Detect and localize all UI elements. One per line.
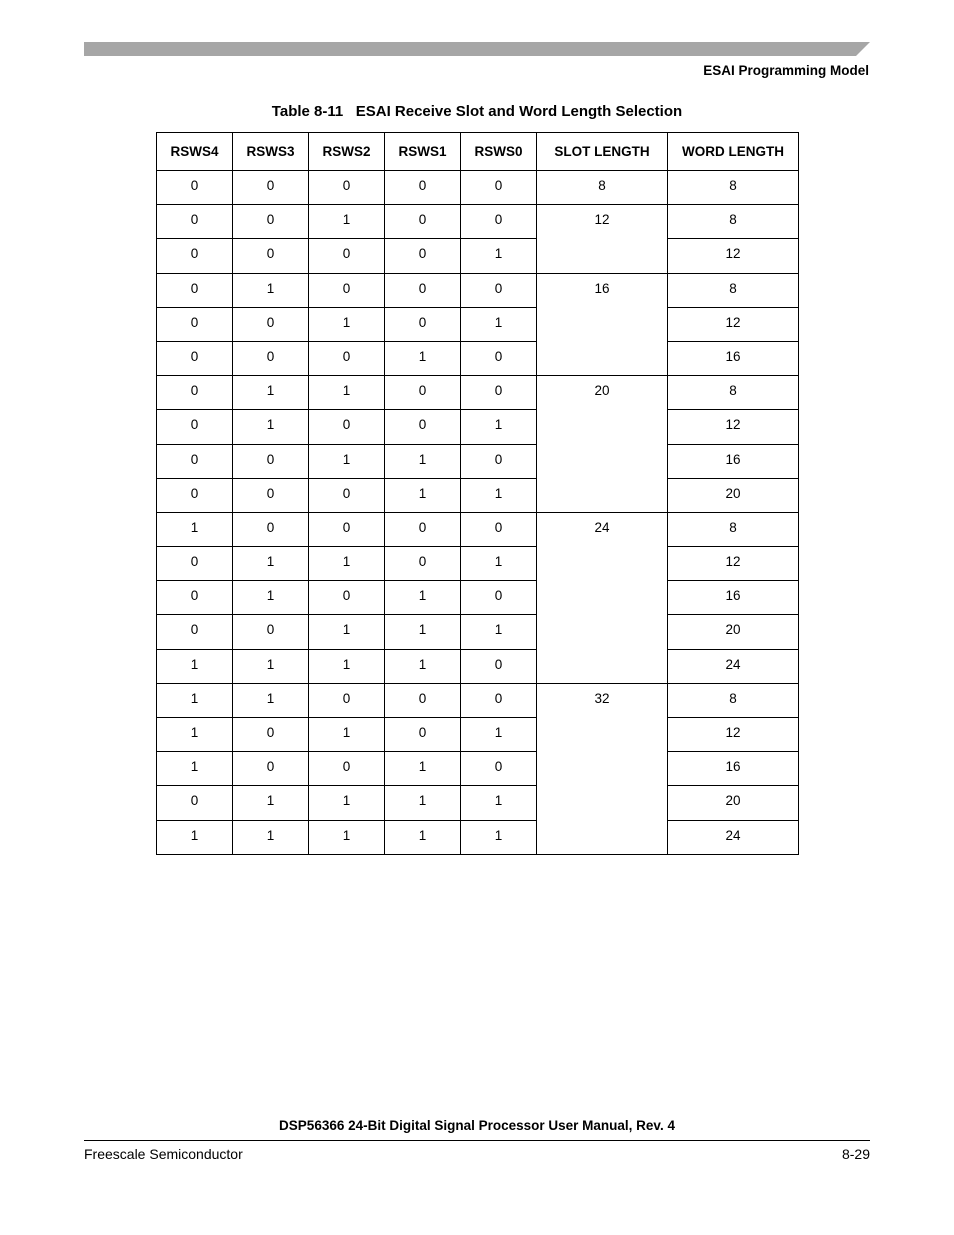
column-header: RSWS3	[233, 133, 309, 171]
table-row	[157, 239, 799, 273]
bit-cell: 0	[233, 239, 309, 273]
bit-cell: 0	[157, 341, 233, 375]
column-header: RSWS4	[157, 133, 233, 171]
bit-cell: 0	[385, 205, 461, 239]
word-length-cell: 8	[668, 683, 799, 717]
word-length-cell: 16	[668, 444, 799, 478]
bit-cell: 0	[385, 239, 461, 273]
footer-title: DSP56366 24-Bit Digital Signal Processor User Manual, Rev. 4	[279, 1118, 675, 1133]
bit-cell: 1	[233, 273, 309, 307]
bit-cell: 0	[461, 512, 537, 546]
word-length-cell: 12	[668, 239, 799, 273]
bit-cell: 1	[461, 239, 537, 273]
bit-cell: 1	[461, 478, 537, 512]
footer-company: Freescale Semiconductor	[84, 1146, 243, 1162]
bit-cell: 1	[309, 444, 385, 478]
word-length-cell: 20	[668, 786, 799, 820]
bit-cell: 0	[309, 683, 385, 717]
word-length-cell: 20	[668, 615, 799, 649]
bit-cell: 1	[157, 820, 233, 854]
table-row	[157, 444, 799, 478]
bit-cell: 0	[461, 752, 537, 786]
table-row	[157, 376, 799, 410]
word-length-cell: 16	[668, 581, 799, 615]
bit-cell: 0	[309, 171, 385, 205]
bit-cell: 1	[157, 683, 233, 717]
bit-cell: 0	[385, 171, 461, 205]
table-row	[157, 307, 799, 341]
bit-cell: 1	[309, 547, 385, 581]
bit-cell: 1	[233, 649, 309, 683]
table-row	[157, 205, 799, 239]
table-row	[157, 820, 799, 854]
bit-cell: 0	[233, 615, 309, 649]
bit-cell: 1	[157, 512, 233, 546]
bit-cell: 0	[233, 752, 309, 786]
bit-cell: 0	[233, 171, 309, 205]
column-header: RSWS2	[309, 133, 385, 171]
bit-cell: 1	[309, 649, 385, 683]
table-row	[157, 718, 799, 752]
bit-cell: 0	[385, 273, 461, 307]
bit-cell: 1	[309, 205, 385, 239]
bit-cell: 0	[385, 410, 461, 444]
page-number: 8-29	[841, 1146, 870, 1162]
bit-cell: 1	[309, 615, 385, 649]
word-length-cell: 8	[668, 171, 799, 205]
bit-cell: 0	[461, 205, 537, 239]
bit-cell: 0	[461, 649, 537, 683]
slot-length-cell: 12	[537, 205, 668, 273]
bit-cell: 1	[309, 718, 385, 752]
bit-cell: 0	[157, 205, 233, 239]
word-length-cell: 8	[668, 376, 799, 410]
column-header: SLOT LENGTH	[537, 133, 668, 171]
table-row	[157, 752, 799, 786]
slot-length-cell: 32	[537, 683, 668, 854]
bit-cell: 1	[385, 649, 461, 683]
bit-cell: 0	[309, 341, 385, 375]
bit-cell: 0	[461, 444, 537, 478]
bit-cell: 1	[385, 341, 461, 375]
bit-cell: 0	[157, 273, 233, 307]
bit-cell: 1	[461, 718, 537, 752]
table-row	[157, 273, 799, 307]
bit-cell: 0	[385, 512, 461, 546]
table-header-row	[157, 133, 799, 171]
bit-cell: 1	[385, 581, 461, 615]
bit-cell: 0	[157, 581, 233, 615]
bit-cell: 0	[157, 307, 233, 341]
bit-cell: 0	[157, 615, 233, 649]
bit-cell: 0	[309, 581, 385, 615]
bit-cell: 1	[385, 820, 461, 854]
bit-cell: 0	[157, 444, 233, 478]
bit-cell: 0	[461, 683, 537, 717]
bit-cell: 0	[309, 478, 385, 512]
bit-cell: 1	[233, 547, 309, 581]
table-row	[157, 649, 799, 683]
word-length-cell: 24	[668, 649, 799, 683]
table-row	[157, 786, 799, 820]
word-length-cell: 24	[668, 820, 799, 854]
bit-cell: 1	[461, 786, 537, 820]
bit-cell: 0	[309, 239, 385, 273]
bit-cell: 1	[157, 752, 233, 786]
bit-cell: 1	[233, 820, 309, 854]
bit-cell: 0	[233, 718, 309, 752]
table-row	[157, 615, 799, 649]
bit-cell: 1	[461, 410, 537, 444]
bit-cell: 1	[309, 786, 385, 820]
table-row	[157, 410, 799, 444]
word-length-cell: 16	[668, 341, 799, 375]
bit-cell: 0	[157, 410, 233, 444]
slot-length-cell: 8	[537, 171, 668, 205]
bit-cell: 1	[385, 444, 461, 478]
table-row	[157, 341, 799, 375]
bit-cell: 0	[385, 376, 461, 410]
word-length-cell: 12	[668, 410, 799, 444]
word-length-cell: 12	[668, 547, 799, 581]
slot-word-length-table	[156, 132, 799, 855]
bit-cell: 0	[461, 376, 537, 410]
bit-cell: 0	[157, 171, 233, 205]
bit-cell: 0	[461, 273, 537, 307]
slot-length-cell: 20	[537, 376, 668, 513]
word-length-cell: 16	[668, 752, 799, 786]
bit-cell: 0	[461, 341, 537, 375]
bit-cell: 1	[385, 786, 461, 820]
bit-cell: 0	[157, 547, 233, 581]
table-caption: Table 8-11 ESAI Receive Slot and Word Length Selection	[271, 103, 683, 120]
bit-cell: 0	[233, 307, 309, 341]
bit-cell: 0	[385, 307, 461, 341]
slot-length-cell: 24	[537, 512, 668, 683]
bit-cell: 1	[157, 649, 233, 683]
bit-cell: 1	[461, 307, 537, 341]
table-row	[157, 171, 799, 205]
column-header: WORD LENGTH	[668, 133, 799, 171]
bit-cell: 1	[461, 615, 537, 649]
bit-cell: 0	[309, 410, 385, 444]
bit-cell: 1	[385, 615, 461, 649]
bit-cell: 0	[157, 786, 233, 820]
bit-cell: 0	[233, 205, 309, 239]
bit-cell: 0	[385, 547, 461, 581]
word-length-cell: 12	[668, 307, 799, 341]
bit-cell: 1	[385, 752, 461, 786]
bit-cell: 0	[157, 376, 233, 410]
bit-cell: 0	[461, 581, 537, 615]
table-row	[157, 581, 799, 615]
table-row	[157, 512, 799, 546]
bit-cell: 1	[309, 820, 385, 854]
bit-cell: 0	[385, 718, 461, 752]
bit-cell: 1	[385, 478, 461, 512]
bit-cell: 0	[233, 512, 309, 546]
bit-cell: 1	[233, 786, 309, 820]
bit-cell: 0	[309, 752, 385, 786]
bit-cell: 1	[233, 581, 309, 615]
word-length-cell: 12	[668, 718, 799, 752]
word-length-cell: 8	[668, 273, 799, 307]
table-row	[157, 478, 799, 512]
bit-cell: 0	[233, 478, 309, 512]
word-length-cell: 20	[668, 478, 799, 512]
word-length-cell: 8	[668, 512, 799, 546]
header-bar	[84, 42, 870, 56]
bit-cell: 1	[233, 683, 309, 717]
bit-cell: 1	[309, 376, 385, 410]
footer-rule	[84, 1140, 870, 1141]
slot-length-cell: 16	[537, 273, 668, 376]
bit-cell: 1	[309, 307, 385, 341]
bit-cell: 1	[157, 718, 233, 752]
word-length-cell: 8	[668, 205, 799, 239]
bit-cell: 0	[233, 341, 309, 375]
section-title: ESAI Programming Model	[703, 63, 869, 78]
table-row	[157, 683, 799, 717]
table-row	[157, 547, 799, 581]
bit-cell: 0	[157, 478, 233, 512]
table-body	[157, 171, 799, 855]
bit-cell: 1	[461, 820, 537, 854]
bit-cell: 0	[385, 683, 461, 717]
bit-cell: 1	[233, 410, 309, 444]
bit-cell: 0	[157, 239, 233, 273]
bit-cell: 1	[461, 547, 537, 581]
bit-cell: 0	[309, 273, 385, 307]
bit-cell: 0	[461, 171, 537, 205]
column-header: RSWS1	[385, 133, 461, 171]
bit-cell: 1	[233, 376, 309, 410]
bit-cell: 0	[233, 444, 309, 478]
bit-cell: 0	[309, 512, 385, 546]
column-header: RSWS0	[461, 133, 537, 171]
